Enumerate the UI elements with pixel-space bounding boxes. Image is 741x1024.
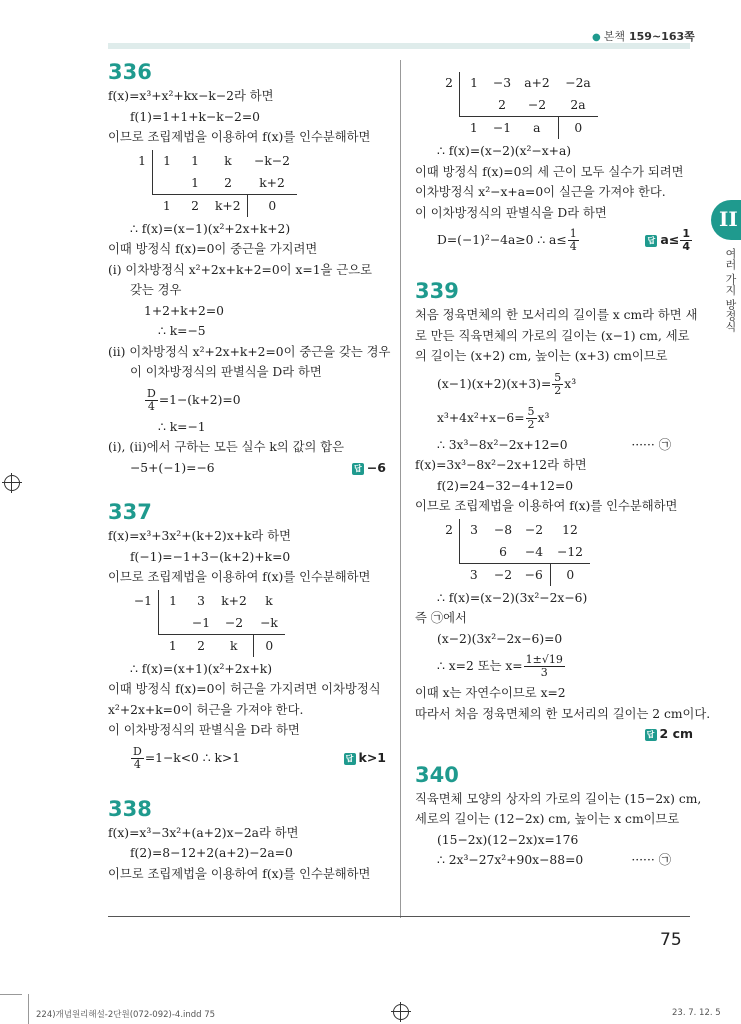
numerator: 5 [554, 370, 562, 384]
solution-line [415, 367, 693, 401]
solution-line: (x−2)(3x²−2x−6)=0 [437, 631, 563, 646]
answer-badge-icon: 답 [645, 235, 657, 247]
denominator: 2 [554, 383, 562, 397]
solution-line: 이므로 조립제법을 이용하여 f(x)를 인수분해하면 [108, 570, 371, 584]
equation-text: =1−(k+2)=0 [158, 392, 241, 407]
solution-line: 이차방정식 x²−x+a=0이 실근을 가져야 한다. [415, 185, 666, 199]
coef: 1 [169, 593, 177, 608]
solution-line [415, 724, 693, 745]
solution-line: 로 만든 직육면체의 가로의 길이는 (x−1) cm, 세로 [415, 328, 690, 343]
solution-line: 이때 x는 자연수이므로 x=2 [415, 686, 566, 700]
denominator: 4 [682, 240, 690, 253]
solution-line: 직육면체 모양의 상자의 가로의 길이는 (15−2x) cm, [415, 791, 702, 806]
coef: k+2 [221, 593, 247, 608]
answer [645, 724, 693, 745]
coef: k [215, 634, 253, 657]
equation-text: =1−k<0 ∴ k>1 [144, 750, 241, 765]
solution-line [415, 649, 693, 683]
coef: 12 [562, 522, 578, 537]
problem-339 [415, 279, 711, 745]
footer-date: 23. 7. 12. 5 [672, 1008, 721, 1018]
solution-line: f(1)=1+1+k−k−2=0 [130, 109, 260, 124]
left-column [108, 60, 391, 884]
problem-number: 338 [108, 796, 152, 821]
coef: 6 [499, 544, 507, 559]
page-range: 159~163쪽 [629, 30, 695, 43]
chapter-tab [711, 200, 741, 240]
numerator: 5 [527, 404, 535, 418]
divisor: 2 [437, 519, 460, 541]
answer [352, 458, 386, 479]
synthetic-division [437, 519, 693, 586]
equation-text: x³ [537, 410, 550, 425]
solution-line: 이므로 조립제법을 이용하여 f(x)를 인수분해하면 [415, 499, 678, 513]
solution-line [415, 223, 693, 257]
coef: 2 [224, 175, 232, 190]
synthetic-division [437, 72, 693, 139]
solution-line: 의 길이는 (x+2) cm, 높이는 (x+3) cm이므로 [415, 349, 668, 363]
fraction [524, 654, 565, 679]
coef [153, 172, 182, 195]
solution-line [415, 435, 693, 456]
denominator: 4 [147, 399, 155, 413]
remainder: 0 [253, 634, 285, 657]
coef: 3 [197, 593, 205, 608]
coef [460, 541, 489, 564]
crop-mark [0, 994, 22, 995]
solution-line: f(x)=x³+x²+kx−k−2라 하면 [108, 89, 274, 103]
solution-line: (ⅰ) 이차방정식 x²+2x+k+2=0이 x=1을 근으로 [108, 262, 372, 277]
coef: 2 [498, 98, 506, 112]
problem-number: 340 [415, 762, 459, 787]
coef [159, 612, 188, 635]
coef: k+2 [259, 175, 285, 190]
solution-line: 이 이차방정식의 판별식을 D라 하면 [415, 205, 607, 220]
answer [645, 223, 693, 257]
solution-line: 처음 정육면체의 한 모서리의 길이를 x cm라 하면 새 [415, 308, 698, 322]
problem-338 [108, 797, 386, 885]
denominator: 4 [133, 757, 141, 771]
coef: 1 [460, 117, 489, 140]
divisor: 1 [130, 150, 153, 172]
solution-line: ∴ f(x)=(x−2)(3x²−2x−6) [437, 590, 588, 605]
solution-line: 즉 ㉠에서 [415, 611, 467, 625]
coef: 2a [570, 98, 586, 112]
coef: 1 [191, 153, 199, 168]
solution-line: (15−2x)(12−2x)x=176 [437, 832, 579, 847]
answer-badge-icon: 답 [344, 753, 356, 765]
solution-line [108, 458, 386, 479]
coef: −k [260, 615, 278, 630]
fraction [131, 746, 144, 771]
right-column [415, 72, 711, 871]
coef: −1 [488, 117, 516, 140]
solution-line [108, 741, 386, 775]
equation-text: −5+(−1)=−6 [130, 460, 215, 475]
coef: 1 [159, 634, 188, 657]
answer-fraction [680, 228, 692, 253]
numerator: D [147, 386, 156, 400]
coef: −1 [191, 615, 211, 630]
problem-number: 337 [108, 500, 152, 524]
coef: −3 [492, 76, 512, 90]
solution-line: 따라서 처음 정육면체의 한 모서리의 길이는 2 cm이다. [415, 706, 711, 721]
solution-line: f(2)=24−32−4+12=0 [437, 478, 574, 493]
chapter-roman: II [719, 207, 738, 231]
solution-line: 이때 방정식 f(x)=0의 세 근이 모두 실수가 되려면 [415, 164, 684, 179]
coef: 1 [163, 153, 171, 168]
equation-tag: ······ ㉠ [631, 437, 671, 452]
equation-text: ∴ 2x³−27x²+90x−88=0 [437, 853, 584, 867]
coef: 2 [187, 634, 215, 657]
coef: k [224, 153, 232, 168]
solution-line: ∴ f(x)=(x+1)(x²+2x+k) [130, 661, 273, 676]
denominator: 3 [540, 666, 548, 679]
synthetic-division [130, 590, 386, 657]
answer-value: −6 [366, 459, 386, 475]
divisor: −1 [130, 590, 159, 612]
coef: k+2 [209, 194, 247, 217]
answer-badge-icon: 답 [352, 463, 364, 475]
registration-mark-icon [393, 1004, 409, 1020]
registration-mark-icon [4, 475, 20, 491]
solution-line: 세로의 길이는 (12−2x) cm, 높이는 x cm이므로 [415, 812, 680, 826]
fraction [526, 406, 537, 431]
fraction [145, 388, 158, 413]
problem-340 [415, 762, 702, 871]
equation-text: ∴ 3x³−8x²−2x+12=0 [437, 437, 568, 452]
answer-value: 2 cm [659, 726, 693, 741]
page-number: 75 [660, 930, 682, 950]
solution-line: 이므로 조립제법을 이용하여 f(x)를 인수분해하면 [108, 130, 371, 144]
column-divider [400, 60, 401, 918]
coef: a+2 [524, 76, 550, 90]
solution-line: 이 이차방정식의 판별식을 D라 하면 [108, 723, 300, 737]
denominator: 2 [527, 417, 535, 431]
solution-line: x²+2x+k=0이 허근을 가져야 한다. [108, 702, 304, 717]
equation-text: (x−1)(x+2)(x+3)= [437, 376, 552, 391]
coef: −k−2 [254, 153, 290, 168]
solution-line: f(x)=x³+3x²+(k+2)x+k라 하면 [108, 529, 291, 543]
coef: −2a [565, 76, 591, 90]
equation-text: x³ [564, 376, 577, 391]
book-label: 본책 [603, 30, 625, 43]
remainder: 0 [247, 194, 297, 217]
remainder: 0 [558, 117, 598, 140]
solution-line: 갖는 경우 [130, 283, 182, 297]
numerator: 1 [682, 227, 690, 240]
coef: −8 [493, 522, 513, 537]
footer-file: 224)개념원리해설-2단원(072-092)-4.indd 75 [36, 1010, 216, 1020]
coef: −2 [224, 615, 244, 630]
solution-line: (ⅰ), (ⅱ)에서 구하는 모든 실수 k의 값의 합은 [108, 440, 345, 454]
solution-line: (ⅱ) 이차방정식 x²+2x+k+2=0이 중근을 갖는 경우 [108, 344, 391, 359]
coef: a [516, 117, 558, 140]
numerator: D [133, 744, 142, 758]
coef: −12 [557, 544, 583, 559]
coef: −4 [524, 544, 544, 559]
problem-number: 339 [415, 279, 459, 303]
solution-line: 이 이차방정식의 판별식을 D라 하면 [130, 365, 322, 379]
bottom-rule [108, 916, 690, 917]
coef: 3 [470, 522, 478, 537]
solution-line: 1+2+k+2=0 [144, 303, 224, 318]
coef: −6 [518, 563, 550, 586]
coef: 2 [181, 194, 209, 217]
divisor: 2 [437, 72, 460, 94]
coef: 1 [153, 194, 182, 217]
coef: −2 [527, 98, 547, 112]
bullet-icon: ● [592, 32, 601, 43]
solution-line: 이때 방정식 f(x)=0이 중근을 가지려면 [108, 242, 318, 256]
solution-line: f(x)=x³−3x²+(a+2)x−2a라 하면 [108, 825, 299, 840]
equation-text: ∴ x=2 또는 x= [437, 659, 523, 673]
answer-badge-icon: 답 [645, 729, 657, 741]
coef: −2 [488, 563, 518, 586]
solution-line: ∴ k=−5 [158, 324, 206, 338]
numerator: 1 [569, 227, 577, 240]
answer-value: a≤ [660, 232, 680, 247]
fraction [552, 372, 563, 397]
coef [460, 94, 489, 117]
solution-line: 이므로 조립제법을 이용하여 f(x)를 인수분해하면 [108, 866, 371, 881]
synthetic-division [130, 150, 386, 217]
remainder: 0 [550, 563, 590, 586]
solution-line: f(2)=8−12+2(a+2)−2a=0 [130, 846, 293, 860]
coef: −2 [524, 522, 544, 537]
solution-line: f(−1)=−1+3−(k+2)+k=0 [130, 549, 291, 564]
solution-line [415, 401, 693, 435]
coef: 3 [460, 563, 489, 586]
numerator: 1±√19 [525, 653, 563, 666]
denominator: 4 [569, 240, 577, 253]
answer-value: k>1 [358, 749, 386, 765]
coef: 1 [470, 76, 478, 90]
fraction [568, 228, 579, 253]
coef: k [265, 593, 273, 608]
problem-number: 336 [108, 60, 152, 84]
chapter-title: 여러 가지 방정식 [724, 248, 737, 332]
problem-336 [108, 60, 391, 478]
equation-text: x³+4x²+x−6= [437, 410, 525, 425]
coef: 1 [191, 175, 199, 190]
problem-337 [108, 500, 386, 775]
solution-line: ∴ f(x)=(x−2)(x²−x+a) [437, 144, 572, 158]
top-bar [108, 43, 690, 49]
solution-line: 이때 방정식 f(x)=0이 허근을 가지려면 이차방정식 [108, 682, 381, 696]
solution-line: ∴ f(x)=(x−1)(x²+2x+k+2) [130, 221, 291, 236]
solution-line [108, 383, 386, 417]
solution-line: f(x)=3x³−8x²−2x+12라 하면 [415, 458, 587, 472]
solution-line: ∴ k=−1 [158, 419, 206, 434]
page-reference [592, 28, 695, 44]
crop-mark [28, 994, 29, 1024]
equation-tag: ······ ㉠ [631, 853, 671, 867]
answer [344, 741, 386, 775]
solution-line [415, 850, 693, 871]
equation-text: D=(−1)²−4a≥0 ∴ a≤ [437, 233, 567, 247]
